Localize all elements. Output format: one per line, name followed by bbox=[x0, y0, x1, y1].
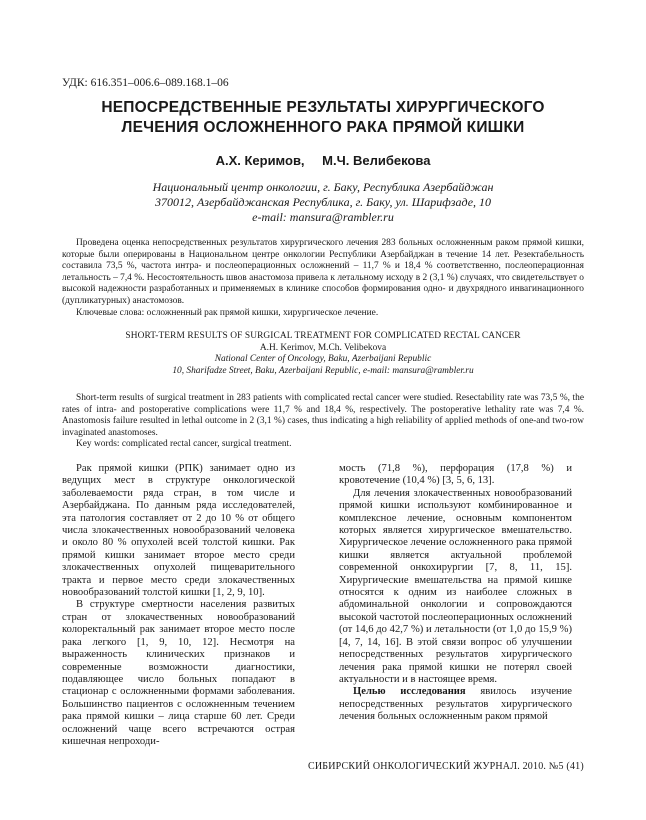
abstract-ru-text: Проведена оценка непосредственных результатов хирургического лечения 283 больных осложненным раком прямой кишки, которые были оперированы в Национальном центре онкологии Республики Азербайджан в течение 14 лет. Резектабельность составила 73,5 %, частота интра- и послеоперационных осложнений – 11,7 % и 18,4 % соответственно, послеоперационная летальность – 7,4 %. Несостоятельность швов анастомоза привела к летальному исходу в 2 (3,1 %) случаях, что свидетельствует о высокой надежности разработанных и применяемых в клинике способов формирования одно- и двухрядного инвагинационного (дупликатурных) анастомозов. bbox=[62, 238, 584, 306]
body-column-right bbox=[339, 463, 572, 724]
udk-code: УДК: 616.351–006.6–089.168.1–06 bbox=[62, 77, 229, 89]
aim-text: явилось изучение непосредственных результатов хирургического лечения больных осложненным раком прямой bbox=[339, 686, 572, 723]
english-affiliation-2: 10, Sharifadze Street, Baku, Azerbaijani Republic, e-mail: mansura@rambler.ru bbox=[172, 365, 474, 376]
body-paragraph-continued: мость (71,8 %), перфорация (17,8 %) и кровотечение (10,4 %) [3, 5, 6, 13]. bbox=[339, 463, 572, 487]
english-authors: A.H. Kerimov, M.Ch. Velibekova bbox=[259, 342, 387, 353]
body-paragraph: В структуре смертности населения развитых стран от злокачественных новообразований колоректальный рак занимает второе место после рака легкого [1, 9, 10, 12]. Несмотря на выраженность клинических признаков и современные возможности диагностики, подавляющее число больных попадают в стационар с осложненными формами заболевания. Большинство пациентов с осложненным течением рака прямой кишки – лица старше 60 лет. Среди осложнений чаще всего встречаются острая кишечная непроходи- bbox=[62, 599, 295, 747]
author-1: А.Х. Керимов, bbox=[215, 153, 305, 168]
article-title bbox=[40, 98, 606, 138]
affiliation-line-1: Национальный центр онкологии, г. Баку, Республика Азербайджан bbox=[152, 180, 494, 194]
body-paragraph-aim bbox=[339, 686, 572, 723]
affiliation-line-2: 370012, Азербайджанская Республика, г. Баку, ул. Шарифзаде, 10 bbox=[154, 195, 492, 209]
journal-footer: СИБИРСКИЙ ОНКОЛОГИЧЕСКИЙ ЖУРНАЛ. 2010. №5 (41) bbox=[308, 761, 584, 772]
english-header bbox=[62, 331, 584, 377]
title-line-1: НЕПОСРЕДСТВЕННЫЕ РЕЗУЛЬТАТЫ ХИРУРГИЧЕСКОГО bbox=[101, 99, 545, 116]
keywords-en: Key words: complicated rectal cancer, surgical treatment. bbox=[76, 439, 292, 450]
aim-label: Целью исследования bbox=[353, 686, 466, 698]
title-line-2: ЛЕЧЕНИЯ ОСЛОЖНЕННОГО РАКА ПРЯМОЙ КИШКИ bbox=[121, 119, 525, 136]
keywords-ru: Ключевые слова: осложненный рак прямой кишки, хирургическое лечение. bbox=[76, 307, 379, 318]
body-column-left bbox=[62, 463, 295, 748]
english-title: SHORT-TERM RESULTS OF SURGICAL TREATMENT FOR COMPLICATED RECTAL CANCER bbox=[125, 331, 521, 341]
abstract-en-text: Short-term results of surgical treatment in 283 patients with complicated rectal cancer were studied. Resectability rate was 73,5 %, the rates of intra- and postoperative complications were 11,7 % and 18,4 %, respectively. The postoperative lethality rate was 7,4 %. Anastomosis failure resulted in lethal outcome in 2 (3,1 %) cases, thus indicating a high reliability of applied methods of one-and two-row invaginated anastomoses. bbox=[62, 393, 584, 438]
authors bbox=[40, 153, 606, 168]
abstract-ru bbox=[62, 238, 584, 319]
abstract-en bbox=[62, 393, 584, 451]
author-2: М.Ч. Велибекова bbox=[322, 153, 431, 168]
affiliation-email: e-mail: mansura@rambler.ru bbox=[252, 210, 394, 224]
body-paragraph: Для лечения злокачественных новообразований прямой кишки используют комбинированное и комплексное лечение, основным компонентом которых является хирургическое вмешательство. Хирургическое лечение осложненного рака прямой кишки является актуальной проблемой современной онкохирургии [7, 8, 11, 15]. Хирургические вмешательства на прямой кишке относятся к одним из наиболее сложных в абдоминальной онкологии и сопровождаются высокой частотой послеоперационных осложнений (от 14,6 до 42,7 %) и летальности (от 1,0 до 15,9 %) [4, 7, 14, 16]. В этой связи вопрос об улучшении непосредственных результатов хирургического лечения рака прямой кишки не потерял своей актуальности и в настоящее время. bbox=[339, 487, 572, 685]
affiliation bbox=[90, 180, 556, 225]
body-paragraph: Рак прямой кишки (РПК) занимает одно из ведущих мест в структуре онкологической заболеваемости ряда стран, в том числе и Азербайджана. По данным ряда исследователей, эта патология составляет от 2 до 10 % от общего числа злокачественных новообразований человека и около 80 % опухолей всей толстой кишки. Рак прямой кишки занимает второе место среди злокачественных опухолей пищеварительного тракта и первое место среди злокачественных новообразований толстой кишки [1, 2, 9, 10]. bbox=[62, 463, 295, 599]
english-affiliation-1: National Center of Oncology, Baku, Azerbaijani Republic bbox=[214, 354, 432, 365]
